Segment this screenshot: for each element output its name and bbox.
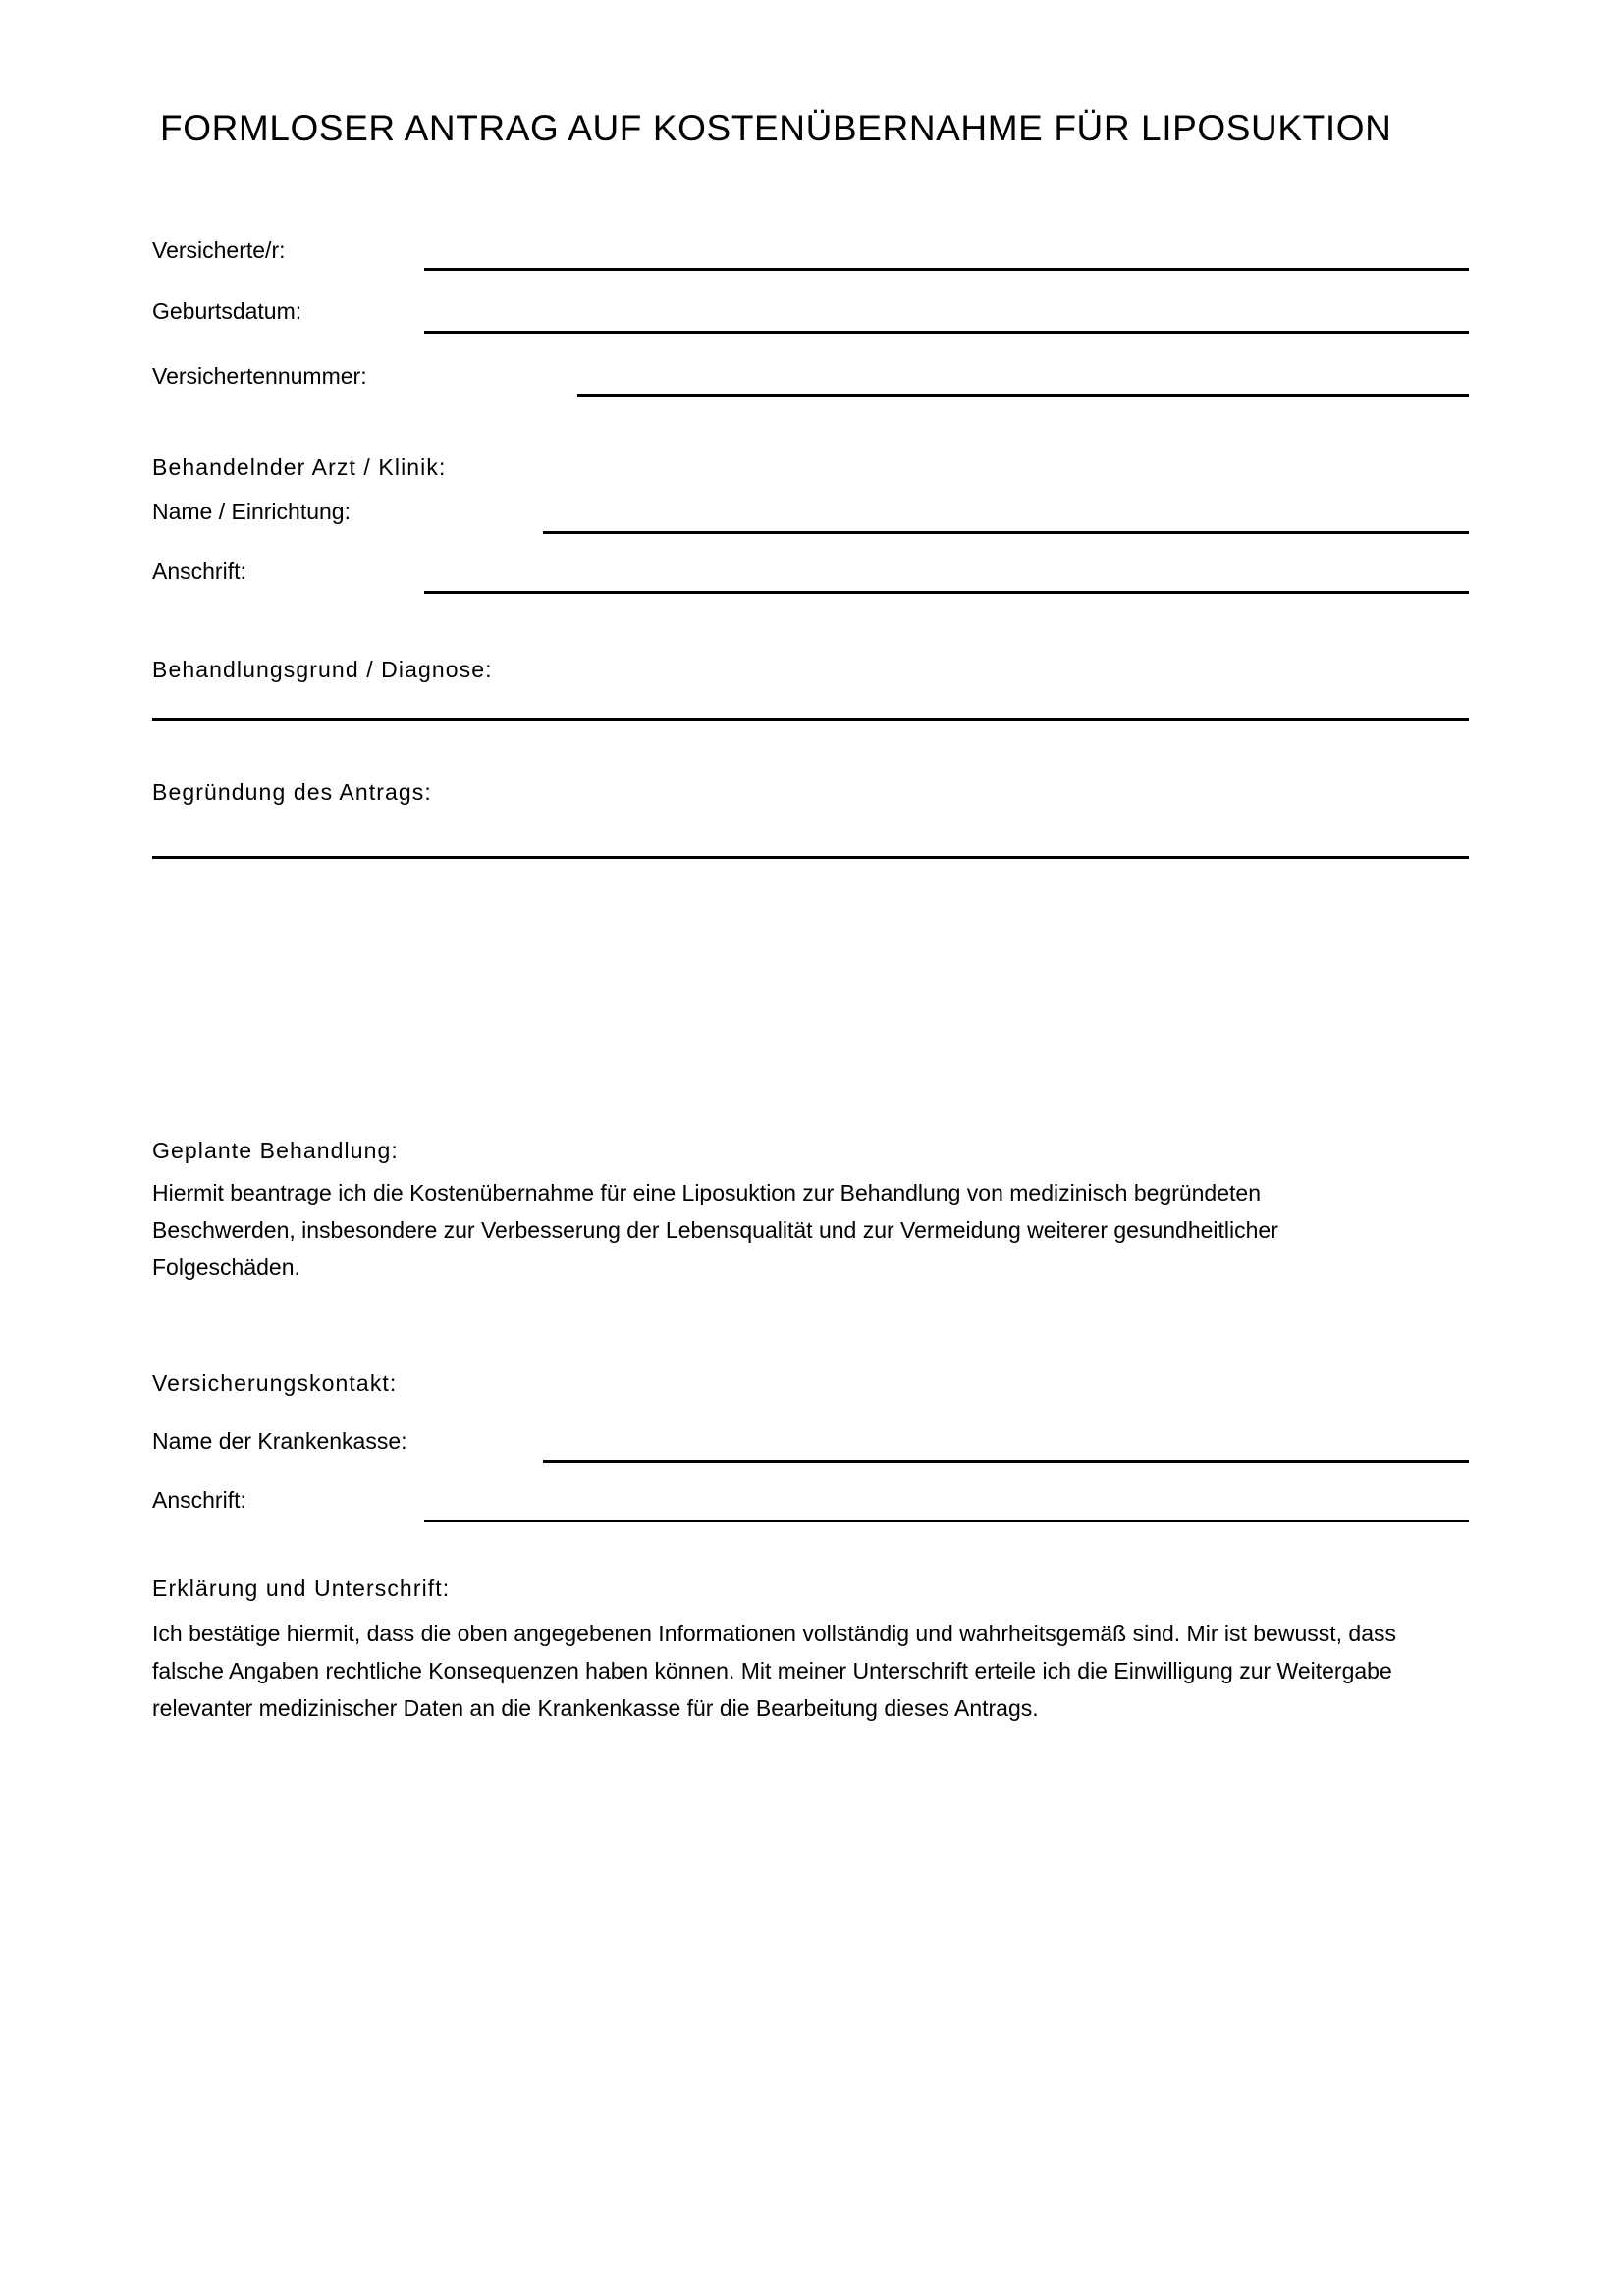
page-title: FORMLOSER ANTRAG AUF KOSTENÜBERNAHME FÜR LIPOSUKTION bbox=[160, 108, 1392, 148]
input-line-anschrift-krankenkasse[interactable] bbox=[424, 1520, 1469, 1522]
input-line-versicherter[interactable] bbox=[424, 268, 1469, 271]
heading-begruendung-antrag: Begründung des Antrags: bbox=[152, 779, 432, 805]
input-line-versichertennummer[interactable] bbox=[577, 394, 1469, 397]
input-line-geburtsdatum[interactable] bbox=[424, 331, 1469, 334]
label-anschrift-krankenkasse: Anschrift: bbox=[152, 1487, 246, 1513]
heading-geplante-behandlung: Geplante Behandlung: bbox=[152, 1138, 399, 1163]
declaration-body-text bbox=[152, 1615, 1473, 1727]
declaration-body-paragraph: Ich bestätige hiermit, dass die oben angegebenen Informationen vollständig und wahrheitsgemäß sind. Mir ist bewusst, dass falsche Angaben rechtliche Konsequenzen haben können. Mit meiner Unterschrift erteile ich die Einwilligung zur Weitergabe relevanter medizinischer Daten an die Krankenkasse für die Bearbeitung dieses Antrags. bbox=[152, 1621, 1396, 1721]
input-line-behandlungsgrund-diagnose[interactable] bbox=[152, 718, 1469, 721]
label-geburtsdatum: Geburtsdatum: bbox=[152, 298, 302, 324]
heading-behandelnder-arzt: Behandelnder Arzt / Klinik: bbox=[152, 454, 447, 480]
treatment-body-text bbox=[152, 1174, 1365, 1286]
input-line-anschrift-arzt[interactable] bbox=[424, 591, 1469, 594]
label-versichertennummer: Versichertennummer: bbox=[152, 363, 367, 389]
input-line-begruendung-antrag[interactable] bbox=[152, 856, 1469, 859]
label-name-krankenkasse: Name der Krankenkasse: bbox=[152, 1428, 407, 1454]
label-versicherter: Versicherte/r: bbox=[152, 238, 286, 263]
label-name-einrichtung: Name / Einrichtung: bbox=[152, 499, 351, 524]
heading-versicherungskontakt: Versicherungskontakt: bbox=[152, 1370, 398, 1396]
heading-behandlungsgrund-diagnose: Behandlungsgrund / Diagnose: bbox=[152, 657, 493, 682]
input-line-name-krankenkasse[interactable] bbox=[543, 1460, 1469, 1463]
label-anschrift-arzt: Anschrift: bbox=[152, 559, 246, 584]
treatment-body-paragraph: Hiermit beantrage ich die Kostenübernahme für eine Liposuktion zur Behandlung von medizinisch begründeten Beschwerden, insbesondere zur Verbesserung der Lebensqualität und zur Vermeidung weiterer gesundheitlicher Folgeschäden. bbox=[152, 1180, 1278, 1280]
heading-erklaerung-unterschrift: Erklärung und Unterschrift: bbox=[152, 1575, 451, 1601]
input-line-name-einrichtung[interactable] bbox=[543, 531, 1469, 534]
